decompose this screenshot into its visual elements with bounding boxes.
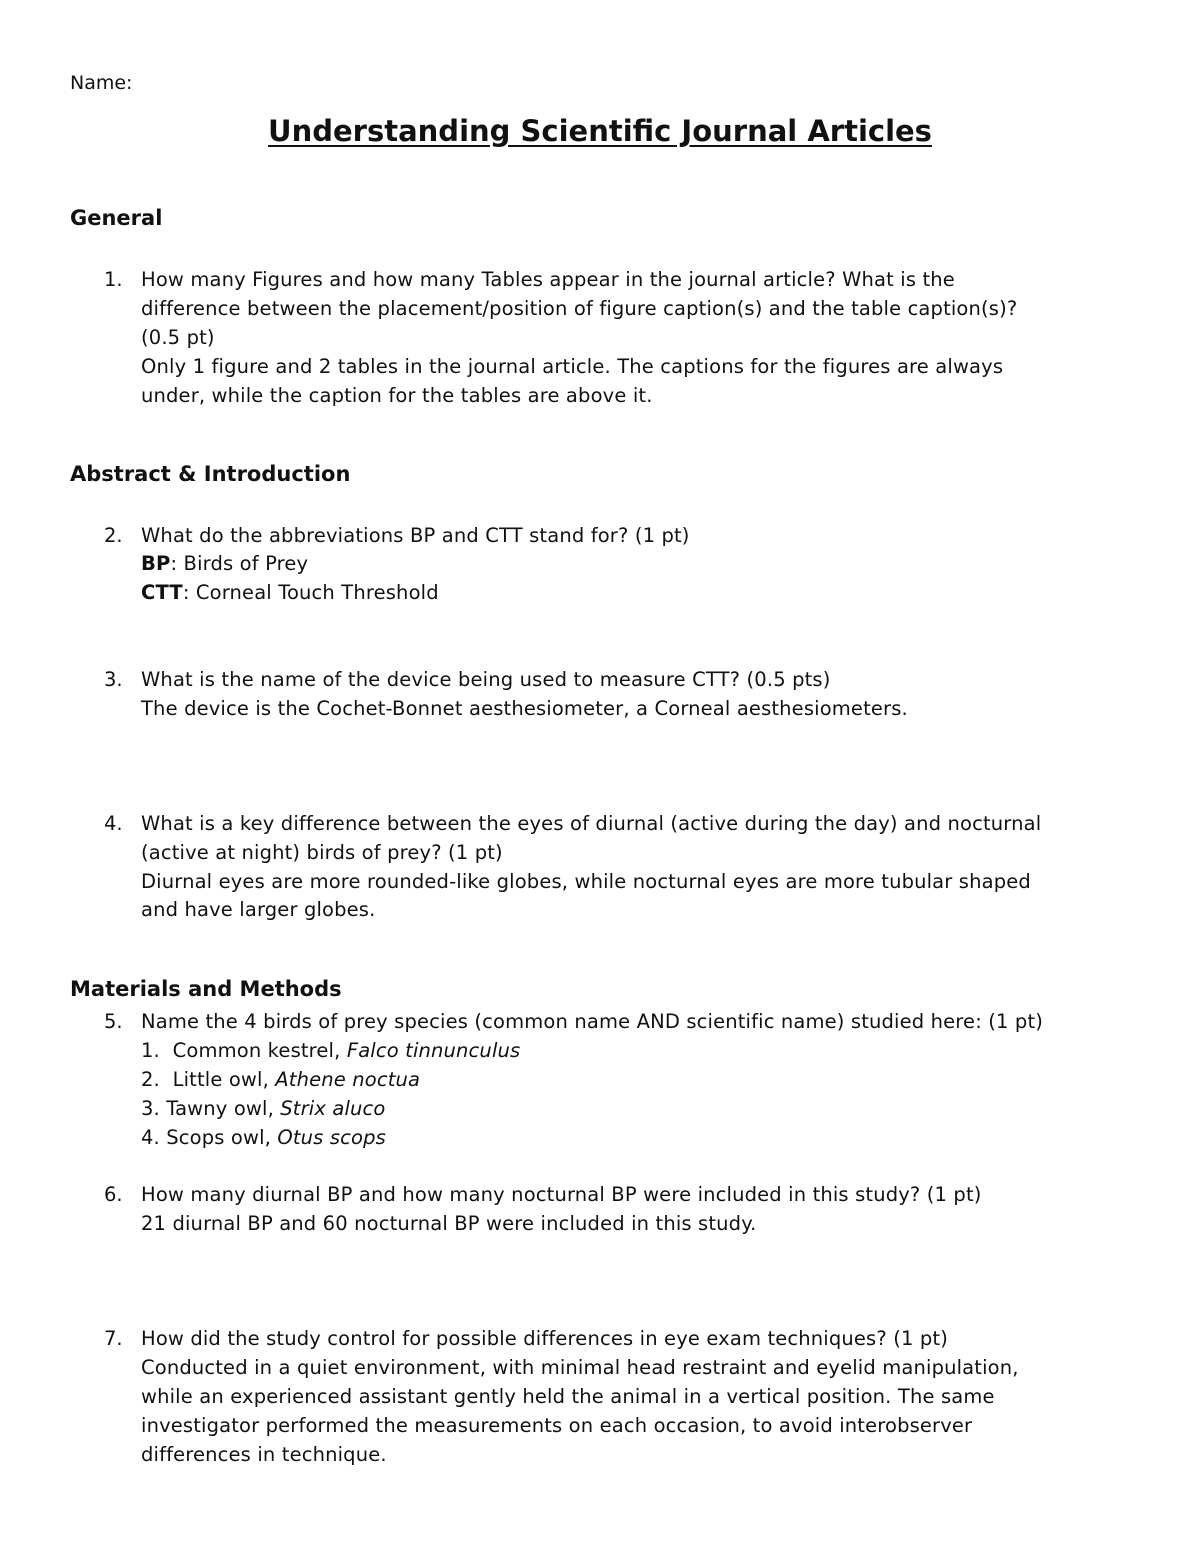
answer-text: Diurnal eyes are more rounded-like globes, while nocturnal eyes are more tubular shaped [141, 870, 1031, 893]
question-text: What is the name of the device being used to measure CTT? (0.5 pts) [141, 668, 831, 691]
species-scientific-name: Athene noctua [275, 1068, 421, 1091]
definition-bp: : Birds of Prey [170, 552, 309, 575]
answer-text: Only 1 figure and 2 tables in the journal article. The captions for the figures are always [141, 355, 1004, 378]
answer-text: 21 diurnal BP and 60 nocturnal BP were included in this study. [141, 1212, 757, 1235]
answer-text: under, while the caption for the tables are above it. [141, 384, 653, 407]
species-common-name: 2. Little owl, [141, 1068, 276, 1091]
question-text: What is a key difference between the eyes of diurnal (active during the day) and nocturnal [141, 812, 1042, 835]
term-ctt: CTT [141, 581, 183, 604]
question-text: (0.5 pt) [141, 326, 215, 349]
species-item [141, 1068, 420, 1091]
species-item [141, 1097, 386, 1120]
question-number: 7. [104, 1327, 123, 1350]
species-item [141, 1039, 520, 1062]
question-text: How did the study control for possible differences in eye exam techniques? (1 pt) [141, 1327, 948, 1350]
section-heading-abstract: Abstract & Introduction [70, 462, 351, 486]
question-number: 3. [104, 668, 123, 691]
species-item [141, 1126, 386, 1149]
question-number: 6. [104, 1183, 123, 1206]
question-number: 1. [104, 268, 123, 291]
term-bp: BP [141, 552, 171, 575]
question-text: (active at night) birds of prey? (1 pt) [141, 841, 503, 864]
question-number: 2. [104, 524, 123, 547]
page-title: Understanding Scientific Journal Articles [268, 114, 932, 148]
question-text: What do the abbreviations BP and CTT stand for? (1 pt) [141, 524, 690, 547]
question-text: How many diurnal BP and how many nocturnal BP were included in this study? (1 pt) [141, 1183, 982, 1206]
answer-text: while an experienced assistant gently held the animal in a vertical position. The same [141, 1385, 995, 1408]
species-scientific-name: Otus scops [277, 1126, 386, 1149]
answer-ctt [141, 581, 439, 604]
answer-text: and have larger globes. [141, 898, 376, 921]
section-heading-general: General [70, 206, 163, 230]
definition-ctt: : Corneal Touch Threshold [182, 581, 439, 604]
species-scientific-name: Falco tinnunculus [346, 1039, 521, 1062]
species-common-name: 4. Scops owl, [141, 1126, 278, 1149]
species-scientific-name: Strix aluco [280, 1097, 386, 1120]
question-number: 5. [104, 1010, 123, 1033]
question-text: Name the 4 birds of prey species (common name AND scientific name) studied here: (1 pt) [141, 1010, 1044, 1033]
answer-text: The device is the Cochet-Bonnet aesthesiometer, a Corneal aesthesiometers. [141, 697, 908, 720]
answer-bp [141, 552, 308, 575]
answer-text: Conducted in a quiet environment, with minimal head restraint and eyelid manipulation, [141, 1356, 1019, 1379]
question-number: 4. [104, 812, 123, 835]
answer-text: investigator performed the measurements on each occasion, to avoid interobserver [141, 1414, 973, 1437]
species-common-name: 1. Common kestrel, [141, 1039, 347, 1062]
question-text: How many Figures and how many Tables appear in the journal article? What is the [141, 268, 955, 291]
species-common-name: 3. Tawny owl, [141, 1097, 281, 1120]
question-text: difference between the placement/position of figure caption(s) and the table caption(s)? [141, 297, 1018, 320]
name-label: Name: [70, 72, 133, 94]
answer-text: differences in technique. [141, 1443, 387, 1466]
section-heading-methods: Materials and Methods [70, 977, 342, 1001]
